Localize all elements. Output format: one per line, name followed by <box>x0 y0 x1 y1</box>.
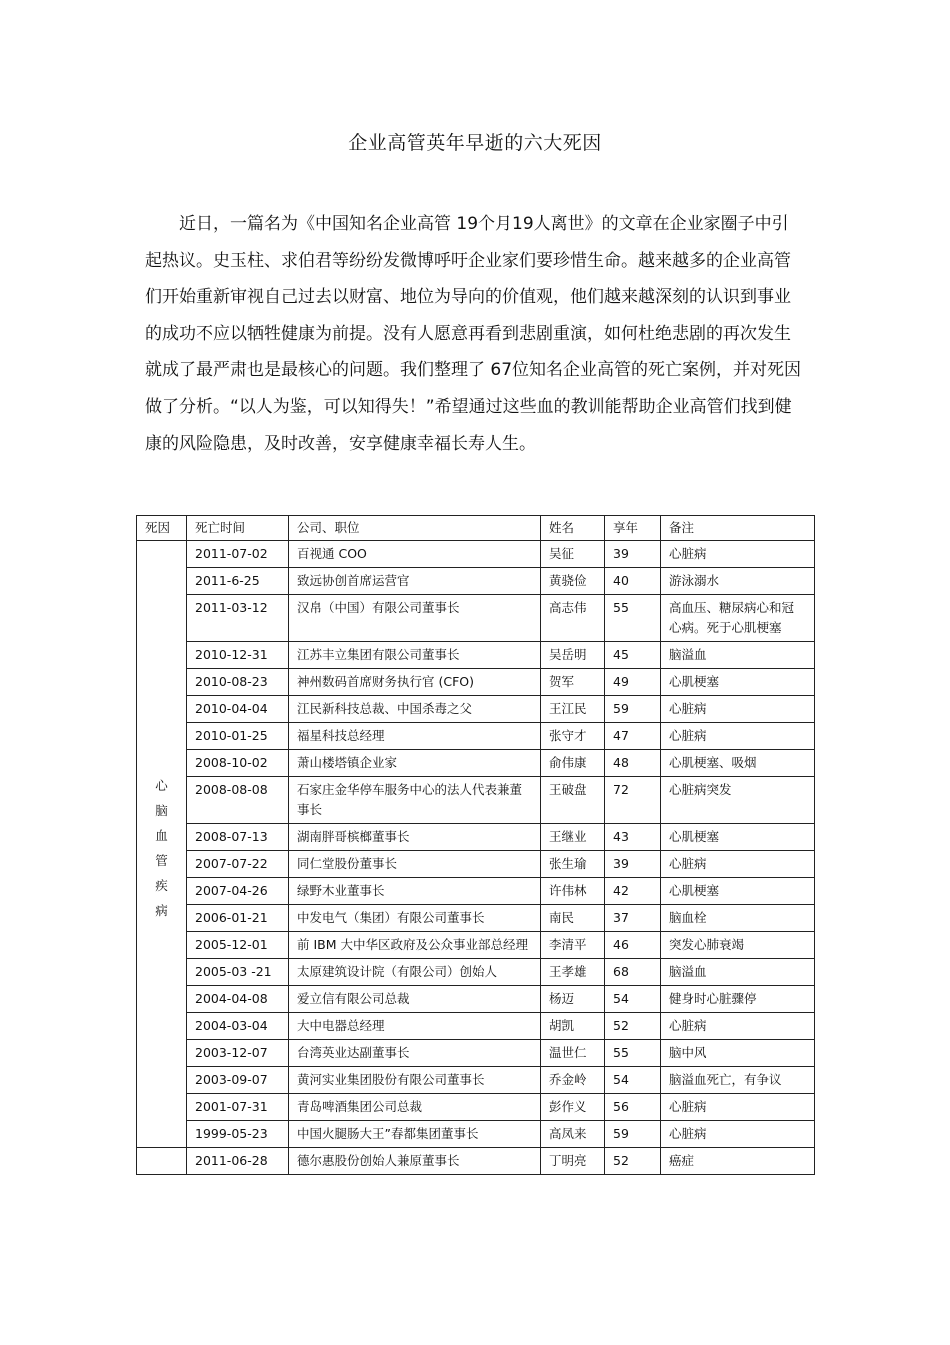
company-position: 黄河实业集团股份有限公司董事长 <box>289 1067 541 1094</box>
death-date: 2003-09-07 <box>187 1067 289 1094</box>
age-at-death: 68 <box>605 959 661 986</box>
company-position: 湖南胖哥槟榔董事长 <box>289 824 541 851</box>
note: 高血压、糖尿病心和冠心病。死于心肌梗塞 <box>661 595 815 642</box>
age-at-death: 42 <box>605 878 661 905</box>
person-name: 王破盘 <box>541 777 605 824</box>
person-name: 温世仁 <box>541 1040 605 1067</box>
death-date: 2008-10-02 <box>187 750 289 777</box>
note: 心脏病突发 <box>661 777 815 824</box>
company-position: 江民新科技总裁、中国杀毒之父 <box>289 696 541 723</box>
note: 心脏病 <box>661 696 815 723</box>
cause-cell <box>137 541 187 1148</box>
executive-deaths-table <box>136 515 815 1175</box>
death-date: 2006-01-21 <box>187 905 289 932</box>
note: 突发心肺衰竭 <box>661 932 815 959</box>
header-company: 公司、职位 <box>289 516 541 541</box>
note: 脑溢血死亡，有争议 <box>661 1067 815 1094</box>
table-row <box>137 750 815 777</box>
company-position: 神州数码首席财务执行官 (CFO) <box>289 669 541 696</box>
age-at-death: 46 <box>605 932 661 959</box>
death-date: 2005-03 -21 <box>187 959 289 986</box>
age-at-death: 40 <box>605 568 661 595</box>
table-row <box>137 905 815 932</box>
death-date: 2011-07-02 <box>187 541 289 568</box>
death-date: 2010-12-31 <box>187 642 289 669</box>
table-row <box>137 986 815 1013</box>
table-row <box>137 1013 815 1040</box>
header-age: 享年 <box>605 516 661 541</box>
table-row <box>137 777 815 824</box>
note: 心肌梗塞 <box>661 878 815 905</box>
age-at-death: 52 <box>605 1148 661 1175</box>
note: 脑血栓 <box>661 905 815 932</box>
death-date: 2001-07-31 <box>187 1094 289 1121</box>
company-position: 江苏丰立集团有限公司董事长 <box>289 642 541 669</box>
person-name: 贺军 <box>541 669 605 696</box>
table-row <box>137 824 815 851</box>
table-row <box>137 541 815 568</box>
person-name: 高凤来 <box>541 1121 605 1148</box>
company-position: 台湾英业达副董事长 <box>289 1040 541 1067</box>
company-position: 青岛啤酒集团公司总裁 <box>289 1094 541 1121</box>
death-date: 2004-04-08 <box>187 986 289 1013</box>
death-date: 2011-03-12 <box>187 595 289 642</box>
company-position: 萧山楼塔镇企业家 <box>289 750 541 777</box>
age-at-death: 52 <box>605 1013 661 1040</box>
company-position: 德尔惠股份创始人兼原董事长 <box>289 1148 541 1175</box>
death-date: 2003-12-07 <box>187 1040 289 1067</box>
person-name: 黄骁俭 <box>541 568 605 595</box>
table-row <box>137 851 815 878</box>
death-date: 2008-08-08 <box>187 777 289 824</box>
page-title: 企业高管英年早逝的六大死因 <box>348 132 602 154</box>
person-name: 张守才 <box>541 723 605 750</box>
company-position: 石家庄金华停车服务中心的法人代表兼董事长 <box>289 777 541 824</box>
company-position: 致远协创首席运营官 <box>289 568 541 595</box>
person-name: 彭作义 <box>541 1094 605 1121</box>
company-position: 前 IBM 大中华区政府及公众事业部总经理 <box>289 932 541 959</box>
second-group <box>137 1148 815 1175</box>
age-at-death: 72 <box>605 777 661 824</box>
header-cause: 死因 <box>137 516 187 541</box>
death-date: 2004-03-04 <box>187 1013 289 1040</box>
company-position: 中发电气（集团）有限公司董事长 <box>289 905 541 932</box>
note: 癌症 <box>661 1148 815 1175</box>
note: 心肌梗塞 <box>661 669 815 696</box>
death-date: 2008-07-13 <box>187 824 289 851</box>
person-name: 高志伟 <box>541 595 605 642</box>
table-row <box>137 932 815 959</box>
note: 脑中风 <box>661 1040 815 1067</box>
table-row <box>137 1067 815 1094</box>
company-position: 大中电器总经理 <box>289 1013 541 1040</box>
note: 心脏病 <box>661 851 815 878</box>
note: 心脏病 <box>661 723 815 750</box>
note: 脑溢血 <box>661 642 815 669</box>
person-name: 王继业 <box>541 824 605 851</box>
age-at-death: 39 <box>605 541 661 568</box>
header-date: 死亡时间 <box>187 516 289 541</box>
death-date: 2011-06-28 <box>187 1148 289 1175</box>
table-row <box>137 696 815 723</box>
death-date: 1999-05-23 <box>187 1121 289 1148</box>
age-at-death: 48 <box>605 750 661 777</box>
table-row <box>137 959 815 986</box>
age-at-death: 55 <box>605 1040 661 1067</box>
age-at-death: 43 <box>605 824 661 851</box>
age-at-death: 39 <box>605 851 661 878</box>
person-name: 杨迈 <box>541 986 605 1013</box>
cause-cell <box>137 1148 187 1175</box>
cause-label: 心脑血管疾病 <box>155 778 168 918</box>
company-position: 汉帛（中国）有限公司董事长 <box>289 595 541 642</box>
person-name: 丁明亮 <box>541 1148 605 1175</box>
table-header-row <box>137 516 815 541</box>
age-at-death: 54 <box>605 986 661 1013</box>
person-name: 吴岳明 <box>541 642 605 669</box>
person-name: 吴征 <box>541 541 605 568</box>
person-name: 王孝雄 <box>541 959 605 986</box>
age-at-death: 47 <box>605 723 661 750</box>
death-date: 2007-04-26 <box>187 878 289 905</box>
company-position: 百视通 COO <box>289 541 541 568</box>
person-name: 俞伟康 <box>541 750 605 777</box>
age-at-death: 55 <box>605 595 661 642</box>
table-row <box>137 1121 815 1148</box>
note: 心脏病 <box>661 1094 815 1121</box>
age-at-death: 59 <box>605 696 661 723</box>
note: 心肌梗塞、吸烟 <box>661 750 815 777</box>
person-name: 王江民 <box>541 696 605 723</box>
person-name: 张生瑜 <box>541 851 605 878</box>
death-date: 2007-07-22 <box>187 851 289 878</box>
death-date: 2005-12-01 <box>187 932 289 959</box>
age-at-death: 54 <box>605 1067 661 1094</box>
company-position: 爱立信有限公司总裁 <box>289 986 541 1013</box>
intro-paragraph <box>145 206 805 462</box>
person-name: 乔金岭 <box>541 1067 605 1094</box>
company-position: 太原建筑设计院（有限公司）创始人 <box>289 959 541 986</box>
table-row <box>137 669 815 696</box>
age-at-death: 37 <box>605 905 661 932</box>
age-at-death: 59 <box>605 1121 661 1148</box>
death-date: 2011-6-25 <box>187 568 289 595</box>
table-row <box>137 1094 815 1121</box>
death-date: 2010-04-04 <box>187 696 289 723</box>
note: 健身时心脏骤停 <box>661 986 815 1013</box>
company-position: 中国火腿肠大王”春都集团董事长 <box>289 1121 541 1148</box>
note: 游泳溺水 <box>661 568 815 595</box>
company-position: 绿野木业董事长 <box>289 878 541 905</box>
person-name: 胡凯 <box>541 1013 605 1040</box>
company-position: 福星科技总经理 <box>289 723 541 750</box>
table-row <box>137 1040 815 1067</box>
header-note: 备注 <box>661 516 815 541</box>
table-row <box>137 723 815 750</box>
table-row <box>137 878 815 905</box>
cardiovascular-group <box>137 541 815 1148</box>
table-row <box>137 642 815 669</box>
header-name: 姓名 <box>541 516 605 541</box>
table-row <box>137 1148 815 1175</box>
person-name: 许伟林 <box>541 878 605 905</box>
note: 心肌梗塞 <box>661 824 815 851</box>
note: 心脏病 <box>661 1013 815 1040</box>
age-at-death: 45 <box>605 642 661 669</box>
death-date: 2010-08-23 <box>187 669 289 696</box>
person-name: 李清平 <box>541 932 605 959</box>
note: 心脏病 <box>661 541 815 568</box>
company-position: 同仁堂股份董事长 <box>289 851 541 878</box>
note: 心脏病 <box>661 1121 815 1148</box>
age-at-death: 56 <box>605 1094 661 1121</box>
age-at-death: 49 <box>605 669 661 696</box>
note: 脑溢血 <box>661 959 815 986</box>
table-row <box>137 568 815 595</box>
death-date: 2010-01-25 <box>187 723 289 750</box>
table-row <box>137 595 815 642</box>
intro-text: 近日，一篇名为《中国知名企业高管 19个月19人离世》的文章在企业家圈子中引起热议。史玉柱、求伯君等纷纷发微博呼吁企业家们要珍惜生命。越来越多的企业高管们开始重新审视自己过去以财富、地位为导向的价值观，他们越来越深刻的认识到事业的成功不应以牺牲健康为前提。没有人愿意再看到悲剧重演，如何杜绝悲剧的再次发生就成了最严肃也是最核心的问题。我们整理了 67位知名企业高管的死亡案例，并对死因做了分析。“以人为鉴，可以知得失！”希望通过这些血的教训能帮助企业高管们找到健康的风险隐患，及时改善，安享健康幸福长寿人生。 <box>145 214 802 454</box>
person-name: 南民 <box>541 905 605 932</box>
